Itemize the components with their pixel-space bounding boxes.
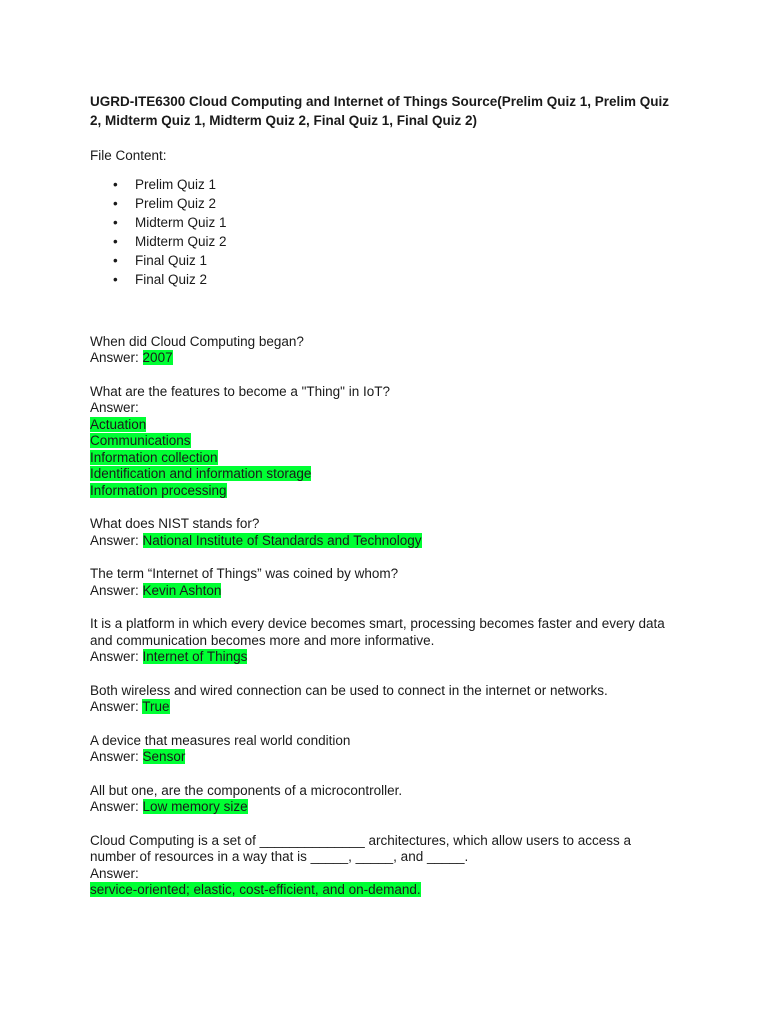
answer-line bbox=[90, 649, 678, 666]
file-content-label: File Content: bbox=[90, 148, 167, 163]
answer-list bbox=[90, 417, 678, 500]
answer-label: Answer: bbox=[90, 649, 139, 664]
qa-item bbox=[90, 516, 678, 549]
answer-highlight: Information collection bbox=[90, 449, 218, 465]
answer-highlight: National Institute of Standards and Technology bbox=[142, 532, 422, 548]
answer-label: Answer: bbox=[90, 350, 139, 365]
question-text: What are the features to become a "Thing" in IoT? bbox=[90, 383, 390, 399]
list-item-label: Midterm Quiz 1 bbox=[135, 214, 227, 230]
answer-line bbox=[90, 350, 678, 367]
contents-list bbox=[90, 175, 678, 289]
bullet-icon: • bbox=[113, 176, 118, 192]
question-text: What does NIST stands for? bbox=[90, 516, 260, 531]
list-item-label: Midterm Quiz 2 bbox=[135, 233, 227, 249]
question-text: Both wireless and wired connection can be used to connect in the internet or networks. bbox=[90, 682, 608, 698]
qa-item bbox=[90, 733, 678, 766]
answer-label: Answer: bbox=[90, 749, 139, 764]
list-item-label: Prelim Quiz 2 bbox=[135, 195, 217, 211]
answer-line bbox=[90, 799, 678, 816]
answer-label: Answer: bbox=[90, 532, 139, 548]
question-text: The term “Internet of Things” was coined by whom? bbox=[90, 566, 399, 581]
qa-item bbox=[90, 616, 678, 666]
list-item bbox=[90, 232, 678, 251]
qa-list bbox=[90, 334, 678, 899]
answer-line bbox=[90, 583, 678, 600]
question-text: Cloud Computing is a set of ______________ architectures, which allow users to access a number of resources in a way that is _____, _____, and _____. bbox=[90, 832, 632, 864]
qa-item bbox=[90, 833, 678, 899]
question-text: It is a platform in which every device becomes smart, processing becomes faster and every data and communication becomes more and more informative. bbox=[90, 616, 665, 648]
answer-highlight: Identification and information storage bbox=[90, 466, 312, 481]
list-item bbox=[90, 251, 678, 270]
list-item-label: Final Quiz 2 bbox=[135, 271, 208, 287]
bullet-icon: • bbox=[113, 271, 118, 287]
bullet-icon: • bbox=[113, 195, 118, 211]
answer-highlight: Low memory size bbox=[142, 799, 248, 814]
bullet-icon: • bbox=[113, 214, 118, 230]
list-item-label: Prelim Quiz 1 bbox=[135, 176, 217, 192]
answer-highlight: Sensor bbox=[142, 749, 186, 764]
question-text: When did Cloud Computing began? bbox=[90, 333, 304, 349]
qa-item bbox=[90, 683, 678, 716]
answer-highlight: Internet of Things bbox=[142, 649, 248, 664]
list-item bbox=[90, 270, 678, 289]
list-item bbox=[90, 194, 678, 213]
qa-item bbox=[90, 566, 678, 599]
answer-highlight: True bbox=[142, 699, 170, 714]
answer-highlight: Actuation bbox=[90, 416, 147, 432]
question-text: A device that measures real world condition bbox=[90, 732, 351, 748]
answer-label: Answer: bbox=[90, 799, 139, 814]
qa-item bbox=[90, 384, 678, 500]
list-item bbox=[90, 213, 678, 232]
answer-line bbox=[90, 699, 678, 716]
answer-highlight: Communications bbox=[90, 433, 191, 448]
answer-highlight: service-oriented; elastic, cost-efficient, and on-demand. bbox=[90, 882, 421, 897]
answer-line bbox=[90, 749, 678, 766]
document-title: UGRD-ITE6300 Cloud Computing and Internet of Things Source(Prelim Quiz 1, Prelim Quiz 2, Midterm Quiz 1, Midterm Quiz 2, Final Quiz 1, Final Quiz 2) bbox=[90, 94, 670, 128]
answer-highlight: Kevin Ashton bbox=[142, 582, 222, 598]
qa-item bbox=[90, 783, 678, 816]
answer-label: Answer: bbox=[90, 699, 139, 714]
answer-label: Answer: bbox=[90, 582, 139, 598]
bullet-icon: • bbox=[113, 252, 118, 268]
qa-item bbox=[90, 334, 678, 367]
question-text: All but one, are the components of a microcontroller. bbox=[90, 782, 403, 798]
answer-highlight: Information processing bbox=[90, 482, 227, 498]
answer-list bbox=[90, 882, 678, 899]
answer-label: Answer: bbox=[90, 865, 139, 881]
list-item bbox=[90, 175, 678, 194]
answer-label: Answer: bbox=[90, 400, 139, 415]
answer-highlight: 2007 bbox=[142, 350, 173, 365]
bullet-icon: • bbox=[113, 233, 118, 249]
answer-line bbox=[90, 533, 678, 550]
list-item-label: Final Quiz 1 bbox=[135, 252, 208, 268]
